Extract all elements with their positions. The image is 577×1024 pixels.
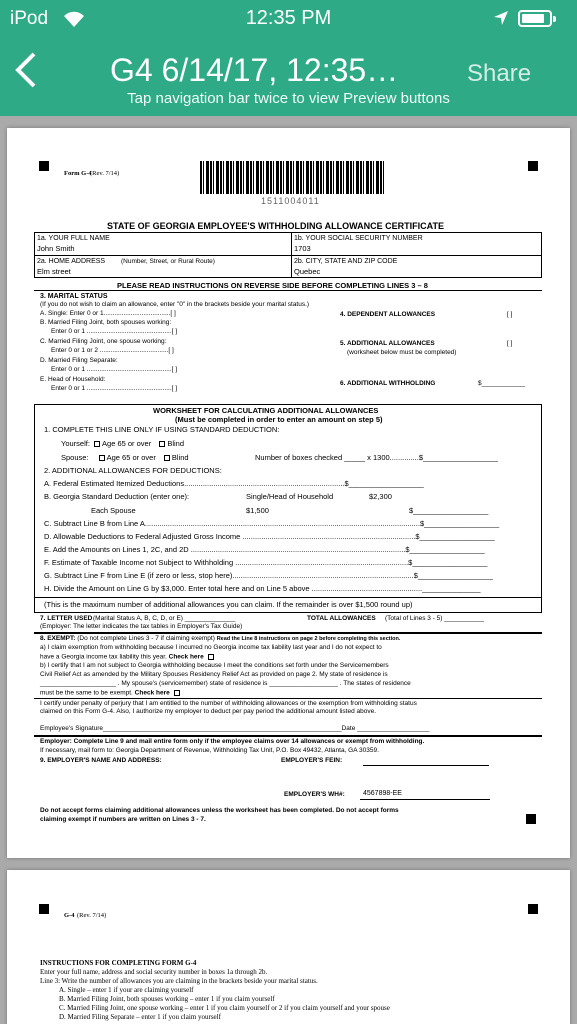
page2-form-rev: (Rev. 7/14) xyxy=(77,912,107,919)
address-sublabel: (Number, Street, or Rural Route) xyxy=(121,258,215,265)
yourself-label: Yourself: xyxy=(61,439,90,448)
carrier-label: iPod xyxy=(10,8,49,29)
navigation-bar[interactable] xyxy=(0,38,577,116)
marital-c-entry[interactable]: Enter 0 or 1 or 2 ......................................[ ] xyxy=(51,347,174,354)
marital-status-title: 3. MARITAL STATUS xyxy=(40,293,108,300)
barcode-number: 1511004011 xyxy=(261,196,320,206)
marital-d-entry[interactable]: Enter 0 or 1 ...............................................[ ] xyxy=(51,366,178,373)
total-allowances-field[interactable]: (Total of Lines 3 - 5) ___________ xyxy=(385,615,485,622)
employer-mail-address: If necessary, mail form to: Georgia Department of Revenue, Withholding Tax Unit, P.O. Box 49432, Atlanta, GA 30359. xyxy=(40,747,379,754)
registration-mark xyxy=(39,904,49,914)
address-label: 2a. HOME ADDRESS xyxy=(37,258,106,265)
exempt-label: 8. EXEMPT: xyxy=(40,635,76,642)
employer-name-label: 9. EMPLOYER'S NAME AND ADDRESS: xyxy=(40,757,162,764)
ssn-field[interactable]: 1703 xyxy=(294,244,311,253)
worksheet-line-1: 1. COMPLETE THIS LINE ONLY IF USING STANDARD DEDUCTION: xyxy=(44,425,280,434)
page2-form-id: G-4 xyxy=(64,912,75,919)
worksheet-line-d[interactable]: D. Allowable Deductions to Federal Adjusted Gross Income ...................................................................................$__________________ xyxy=(44,532,495,541)
name-field[interactable]: John Smith xyxy=(37,244,75,253)
location-arrow-icon xyxy=(493,10,509,26)
exempt-b-text-2: Civil Relief Act as amended by the Military Spouses Residency Relief Act as provided on page 2. My state of residence is xyxy=(40,671,388,678)
instruction-line: C. Married Filing Joint, one spouse working – enter 1 if you claim yourself or 2 if you claim yourself and your spouse xyxy=(59,1004,390,1012)
line-7-field[interactable]: (Marital Status A, B, C, D, or E) ______________ xyxy=(93,615,236,622)
instruction-line: B. Married Filing Joint, both spouses working – enter 1 if you claim yourself xyxy=(59,995,275,1003)
exempt-b-row xyxy=(40,690,182,697)
marital-d: D. Married Filing Separate: xyxy=(40,357,118,364)
worksheet-line-a[interactable]: A. Federal Estimated Itemized Deductions.............................................................................$__________________ xyxy=(44,479,424,488)
single-hoh-value: $2,300 xyxy=(369,492,392,501)
instruction-line: A. Single – enter 1 if your are claiming yourself xyxy=(59,986,194,994)
document-title: G4 6/14/17, 12:35… xyxy=(110,52,399,88)
exempt-b-text: b) I certify that I am not subject to Georgia withholding because I meet the conditions set forth under the Servicemembers xyxy=(40,662,389,669)
marital-status-note: (If you do not wish to claim an allowance, enter "0" in the brackets beside your marital status.) xyxy=(40,301,310,308)
check-here-label: Check here xyxy=(168,653,204,661)
each-spouse-value: $1,500 xyxy=(246,506,269,515)
employer-instructions: Employer: Complete Line 9 and mail entire form only if the employee claims over 14 allowances or exempt from withholding. xyxy=(40,738,425,745)
worksheet-line-h[interactable]: H. Divide the Amount on Line G by $3,000. Enter total here and on Line 5 above .....................................................______________ xyxy=(44,584,481,593)
barcode xyxy=(200,161,385,194)
instructions-title: INSTRUCTIONS FOR COMPLETING FORM G-4 xyxy=(40,959,197,967)
document-page-2[interactable] xyxy=(7,870,570,1024)
registration-mark xyxy=(528,161,538,171)
signature-line[interactable]: Employee's Signature__________________________________________________________________Date ____________________ xyxy=(40,725,430,732)
worksheet-title: WORKSHEET FOR CALCULATING ADDITIONAL ALLOWANCES xyxy=(153,406,379,415)
exempt-b-text-3: must be the same to be exempt. xyxy=(40,689,133,697)
employer-wh-label: EMPLOYER'S WH#: xyxy=(284,791,345,798)
yourself-age-checkbox[interactable] xyxy=(94,441,100,447)
worksheet-max-note: (This is the maximum number of additional allowances you can claim. If the remainder is over $1,500 round up) xyxy=(44,600,413,609)
line-7-note: (Employer: The letter indicates the tax tables in Employer's Tax Guide) xyxy=(40,623,243,630)
instruction-line: D. Married Filing Separate – enter 1 if you claim yourself xyxy=(59,1013,221,1021)
additional-allowances-label: 5. ADDITIONAL ALLOWANCES xyxy=(340,340,435,347)
address-field[interactable]: Elm street xyxy=(37,267,71,276)
age65-label: Age 65 or over xyxy=(106,453,156,462)
additional-withholding-field[interactable]: $____________ xyxy=(478,380,525,387)
instruction-line: Enter your full name, address and social security number in boxes 1a through 2b. xyxy=(40,968,268,976)
exempt-instructions: Read the Line 8 instructions on page 2 before completing this section. xyxy=(216,636,401,642)
nav-hint: Tap navigation bar twice to view Preview buttons xyxy=(127,90,450,107)
marital-b-entry[interactable]: Enter 0 or 1 ...............................................[ ] xyxy=(51,328,178,335)
yourself-blind-checkbox[interactable] xyxy=(159,441,165,447)
exempt-a-text: a) I claim exemption from withholding because I incurred no Georgia income tax liability last year and I do not expect to xyxy=(40,644,382,651)
worksheet-line-g[interactable]: G. Subtract Line F from Line E (if zero or less, stop here).......................................................................................$__________________ xyxy=(44,571,493,580)
clock-time: 12:35 PM xyxy=(245,7,332,29)
yourself-row xyxy=(61,440,184,448)
registration-mark xyxy=(39,161,49,171)
additional-withholding-label: 6. ADDITIONAL WITHHOLDING xyxy=(340,380,436,387)
spouse-age-checkbox[interactable] xyxy=(99,455,105,461)
blind-label: Blind xyxy=(171,453,189,462)
total-allowances-label: TOTAL ALLOWANCES xyxy=(307,615,376,622)
form-id: Form G-4 xyxy=(64,170,92,177)
spouse-label: Spouse: xyxy=(61,453,89,462)
age65-label: Age 65 or over xyxy=(102,439,152,448)
city-label: 2b. CITY, STATE AND ZIP CODE xyxy=(294,258,398,265)
back-chevron-icon[interactable] xyxy=(12,50,42,90)
line-7-label: 7. LETTER USED xyxy=(40,615,93,622)
document-page-1[interactable] xyxy=(7,128,570,858)
name-label: 1a. YOUR FULL NAME xyxy=(37,235,110,242)
worksheet-line-b: B. Georgia Standard Deduction (enter one): xyxy=(44,492,190,501)
single-hoh-label: Single/Head of Household xyxy=(246,492,334,501)
each-spouse-label: Each Spouse xyxy=(91,506,136,515)
spouse-blind-checkbox[interactable] xyxy=(164,455,170,461)
worksheet-line-e[interactable]: E. Add the Amounts on Lines 1, 2C, and 2D .......................................................................................................$__________________ xyxy=(44,545,485,554)
additional-allowances-field[interactable]: [ ] xyxy=(507,340,513,347)
marital-e: E. Head of Household: xyxy=(40,376,106,383)
marital-b: B. Married Filing Joint, both spouses working: xyxy=(40,319,172,326)
exempt-note: (Do not complete Lines 3 - 7 if claiming exempt) xyxy=(77,635,215,642)
additional-allowances-note: (worksheet below must be completed) xyxy=(347,349,457,356)
check-here-label: Check here xyxy=(134,689,170,697)
worksheet-line-c[interactable]: C. Subtract Line B from Line A....................................................................................................................................$__________________ xyxy=(44,519,500,528)
share-button[interactable]: Share xyxy=(467,60,532,87)
line-8-header xyxy=(40,636,400,643)
spouse-row xyxy=(61,454,189,462)
marital-a[interactable]: A. Single: Enter 0 or 1.....................................[ ] xyxy=(40,310,176,317)
employer-fein-label: EMPLOYER'S FEIN: xyxy=(281,757,343,764)
worksheet-line-f[interactable]: F. Estimate of Taxable Income not Subject to Withholding ...................................................................................$__________________ xyxy=(44,558,488,567)
form-rev: (Rev. 7/14) xyxy=(90,170,120,177)
exempt-b-states[interactable]: _____________________ . My spouse's (servicemember) state of residence is ___________________ . The states of residence xyxy=(40,680,411,687)
ssn-label: 1b. YOUR SOCIAL SECURITY NUMBER xyxy=(294,235,423,242)
exempt-a-checkbox[interactable] xyxy=(208,654,214,660)
line-b-field[interactable]: $__________________ xyxy=(409,506,489,515)
form-title: STATE OF GEORGIA EMPLOYEE'S WITHHOLDING ALLOWANCE CERTIFICATE xyxy=(107,221,444,231)
certification-text-2: claimed on this Form G-4. Also, I authorize my employer to deduct per pay period the additional amount listed above. xyxy=(40,708,377,715)
dependent-allowances-label: 4. DEPENDENT ALLOWANCES xyxy=(340,311,436,318)
city-field[interactable]: Quebec xyxy=(294,267,321,276)
read-instructions: PLEASE READ INSTRUCTIONS ON REVERSE SIDE BEFORE COMPLETING LINES 3 – 8 xyxy=(117,281,428,290)
registration-mark xyxy=(528,904,538,914)
status-bar xyxy=(0,0,577,38)
boxes-checked[interactable]: Number of boxes checked _____ x 1300..............$__________________ xyxy=(255,453,499,462)
exempt-a-row xyxy=(40,654,216,661)
blind-label: Blind xyxy=(167,439,184,448)
exempt-b-checkbox[interactable] xyxy=(174,690,180,696)
employer-wh-field[interactable]: 4567898-EE xyxy=(363,790,402,797)
instruction-line: Line 3: Write the number of allowances you are claiming in the brackets beside your marital status. xyxy=(40,977,318,985)
worksheet-line-2: 2. ADDITIONAL ALLOWANCES FOR DEDUCTIONS: xyxy=(44,466,222,475)
battery-icon xyxy=(518,10,552,27)
exempt-a-text-2: have a Georgia income tax liability this year. xyxy=(40,653,167,661)
certification-text: I certify under penalty of perjury that I am entitled to the number of withholding allowances or the exemption from withholding status xyxy=(40,700,417,707)
worksheet-subtitle: (Must be completed in order to enter an amount on step 5) xyxy=(175,415,383,424)
dependent-allowances-field[interactable]: [ ] xyxy=(507,311,513,318)
marital-e-entry[interactable]: Enter 0 or 1 ...............................................[ ] xyxy=(51,385,178,392)
warning-text: Do not accept forms claiming additional allowances unless the worksheet has been completed. Do not accept forms xyxy=(40,807,399,814)
warning-text-2: claiming exempt if numbers are written on Lines 3 - 7. xyxy=(40,816,206,823)
marital-c: C. Married Filing Joint, one spouse working: xyxy=(40,338,167,345)
registration-mark xyxy=(526,814,536,824)
